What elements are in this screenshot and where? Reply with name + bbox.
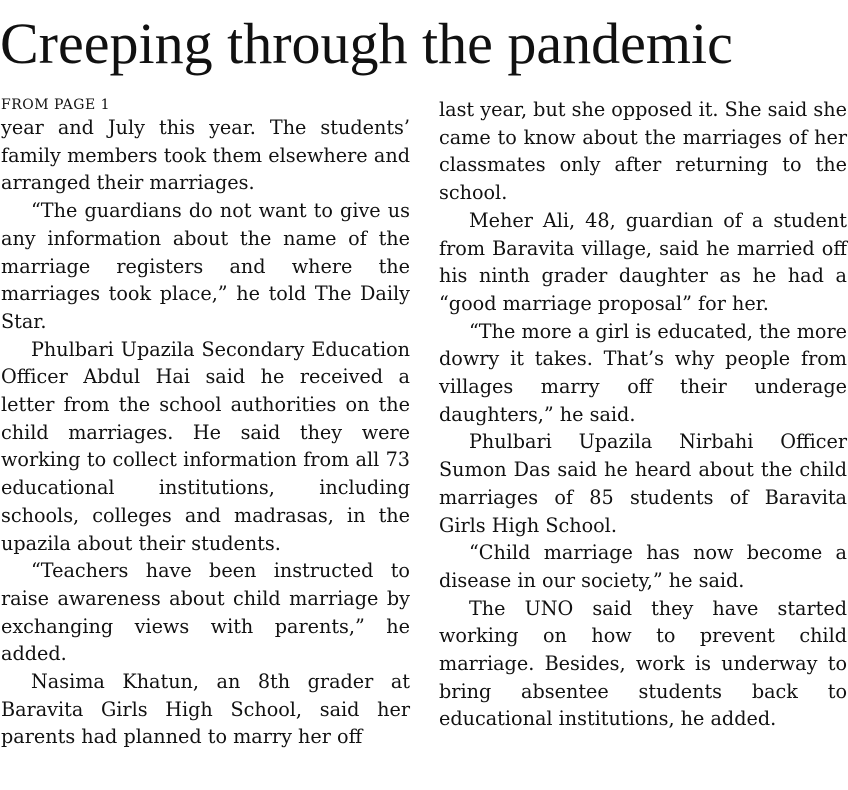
paragraph: year and July this year. The students’ family members took them elsewhere and arranged their marriages. xyxy=(1,116,410,195)
paragraph: Meher Ali, 48, guardian of a student from Baravita village, said he married off his ninth grader daughter as he had a “good marriage proposal” for her. xyxy=(439,208,847,315)
paragraph: “The more a girl is educated, the more dowry it takes. That’s why people from villages marry off their underage daughters,” he said. xyxy=(439,319,847,426)
paragraph: Phulbari Upazila Secondary Education Officer Abdul Hai said he received a letter from the school authorities on the child marriages. He said they were working to collect information from all 73 educational institutions, including schools, colleges and madrasas, in the upazila about their students. xyxy=(1,337,410,555)
paragraph: Nasima Khatun, an 8th grader at Baravita Girls High School, said her parents had planned to marry her off xyxy=(1,670,410,749)
article-column-left xyxy=(1,96,410,751)
paragraph: “The guardians do not want to give us any information about the name of the marriage registers and where the marriages took place,” he told The Daily Star. xyxy=(1,199,410,333)
article-column-right xyxy=(439,96,847,733)
paragraph: “Child marriage has now become a disease in our society,” he said. xyxy=(439,541,847,592)
paragraph: last year, but she opposed it. She said she came to know about the marriages of her classmates only after returning to the school. xyxy=(439,98,847,205)
paragraph: Phulbari Upazila Nirbahi Officer Sumon Das said he heard about the child marriages of 85 students of Baravita Girls High School. xyxy=(439,430,847,537)
paragraph: “Teachers have been instructed to raise awareness about child marriage by exchanging views with parents,” he added. xyxy=(1,559,410,666)
headline: Creeping through the pandemic xyxy=(0,11,733,76)
paragraph: The UNO said they have started working on how to prevent child marriage. Besides, work is underway to bring absentee students back to educational institutions, he added. xyxy=(439,596,847,731)
jump-label: FROM PAGE 1 xyxy=(1,97,111,113)
